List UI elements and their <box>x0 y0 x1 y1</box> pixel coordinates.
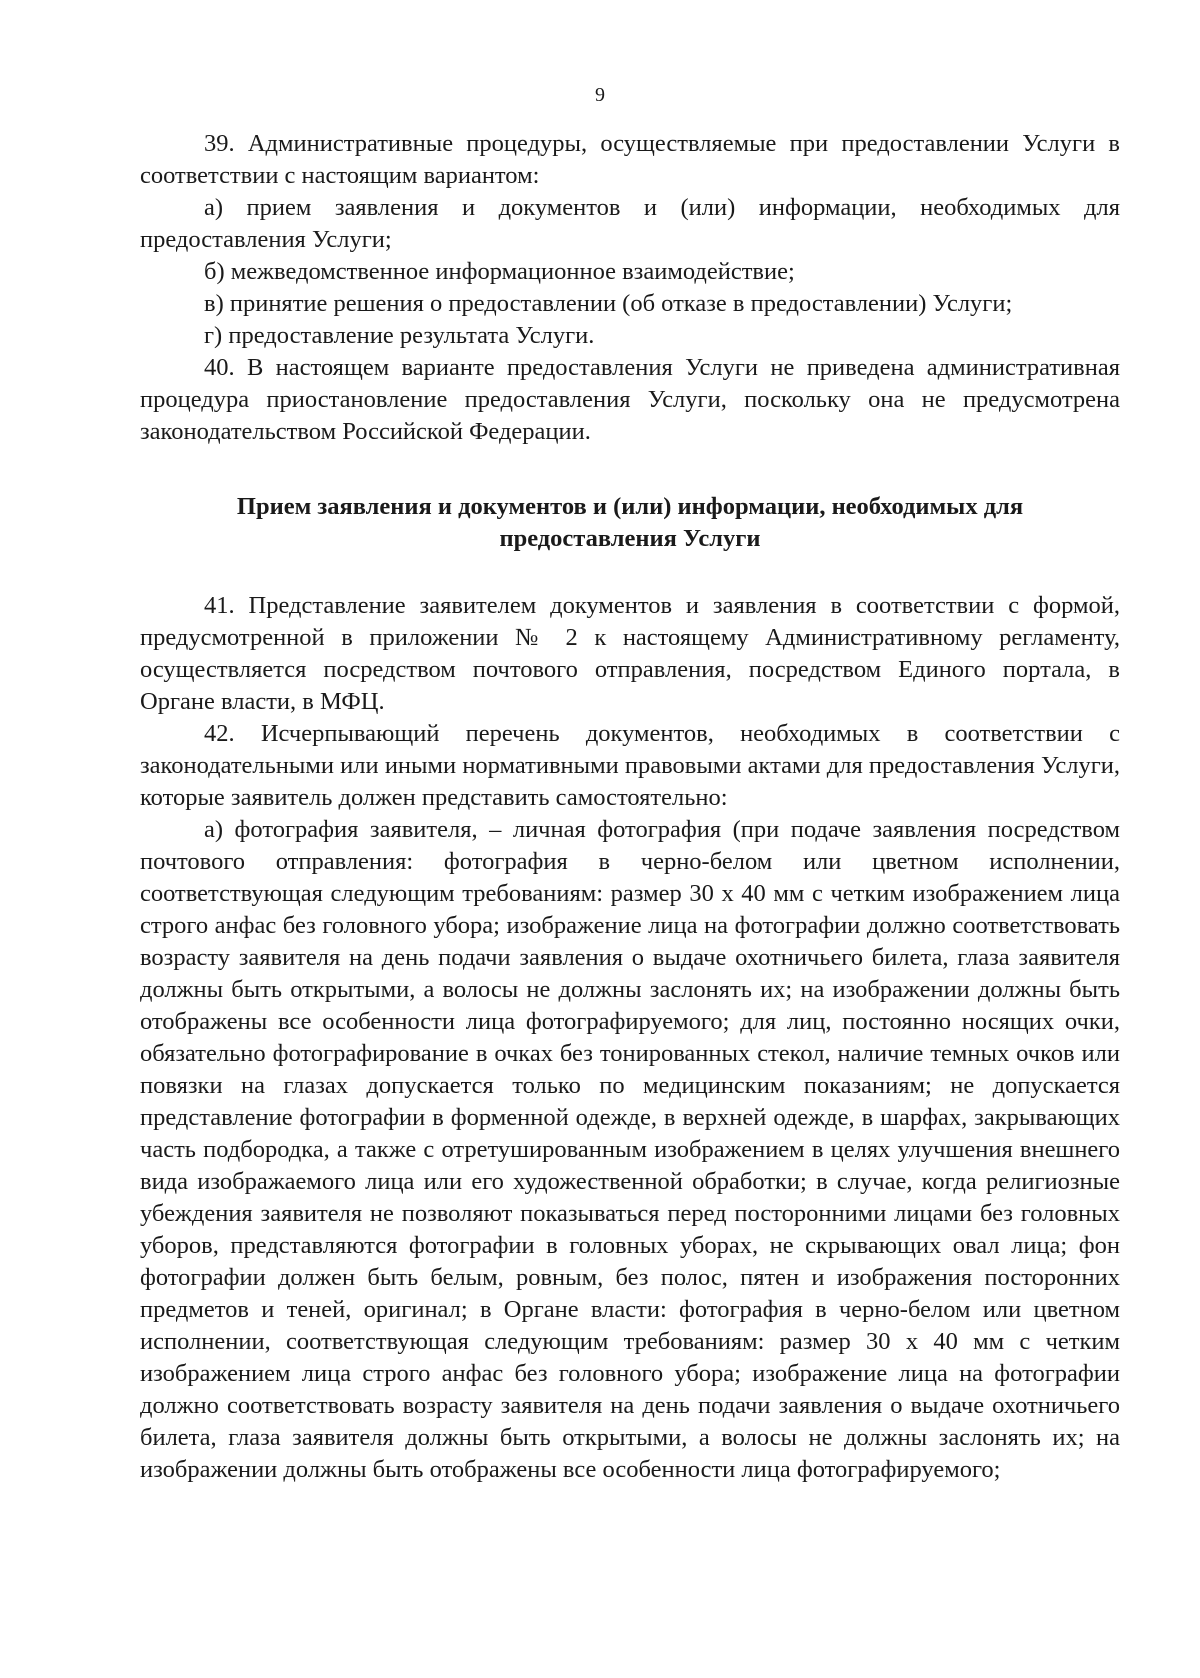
paragraph-40: 40. В настоящем варианте предоставления Услуги не приведена административная процедура приостановление предоставления Услуги, поскольку она не предусмотрена законодательством Российской Федерации. <box>140 354 1120 445</box>
list-item-g: г) предоставление результата Услуги. <box>204 322 595 349</box>
document-body <box>140 128 1120 1486</box>
paragraph-39: 39. Административные процедуры, осуществляемые при предоставлении Услуги в соответствии с настоящим вариантом: <box>140 130 1120 189</box>
list-item-a: а) прием заявления и документов и (или) информации, необходимых для предоставления Услуги; <box>140 194 1120 253</box>
paragraph-41: 41. Представление заявителем документов и заявления в соответствии с формой, предусмотренной в приложении № 2 к настоящему Административному регламенту, осуществляется посредством почтового отправления, посредством Единого портала, в Органе власти, в МФЦ. <box>140 592 1120 715</box>
list-item-b: б) межведомственное информационное взаимодействие; <box>204 258 795 285</box>
section-heading-line-2: предоставления Услуги <box>499 525 761 552</box>
section-heading-line-1: Прием заявления и документов и (или) информации, необходимых для <box>236 493 1024 520</box>
paragraph-42: 42. Исчерпывающий перечень документов, необходимых в соответствии с законодательными или иными нормативными правовыми актами для предоставления Услуги, которые заявитель должен представить самостоятельно: <box>140 720 1120 811</box>
section-heading <box>140 491 1120 555</box>
paragraph-42-item-a: а) фотография заявителя, – личная фотография (при подаче заявления посредством почтового отправления: фотография в черно-белом или цветном исполнении, соответствующая следующим требованиям: размер 30 х 40 мм с четким изображением лица строго анфас без головного убора; изображение лица на фотографии должно соответствовать возрасту заявителя на день подачи заявления о выдаче охотничьего билета, глаза заявителя должны быть открытыми, а волосы не должны заслонять их; на изображении должны быть отображены все особенности лица фотографируемого; для лиц, постоянно носящих очки, обязательно фотографирование в очках без тонированных стекол, наличие темных очков или повязки на глазах допускается только по медицинским показаниям; не допускается представление фотографии в форменной одежде, в верхней одежде, в шарфах, закрывающих часть подбородка, а также с отретушированным изображением в целях улучшения внешнего вида изображаемого лица или его художественной обработки; в случае, когда религиозные убеждения заявителя не позволяют показываться перед посторонними лицами без головных уборов, представляются фотографии в головных уборах, не скрывающих овал лица; фон фотографии должен быть белым, ровным, без полос, пятен и изображения посторонних предметов и теней, оригинал; в Органе власти: фотография в черно-белом или цветном исполнении, соответствующая следующим требованиям: размер 30 х 40 мм с четким изображением лица строго анфас без головного убора; изображение лица на фотографии должно соответствовать возрасту заявителя на день подачи заявления о выдаче охотничьего билета, глаза заявителя должны быть открытыми, а волосы не должны заслонять их; на изображении должны быть отображены все особенности лица фотографируемого; <box>140 816 1120 1483</box>
list-item-v: в) принятие решения о предоставлении (об отказе в предоставлении) Услуги; <box>204 290 1013 317</box>
page-number: 9 <box>595 84 605 106</box>
